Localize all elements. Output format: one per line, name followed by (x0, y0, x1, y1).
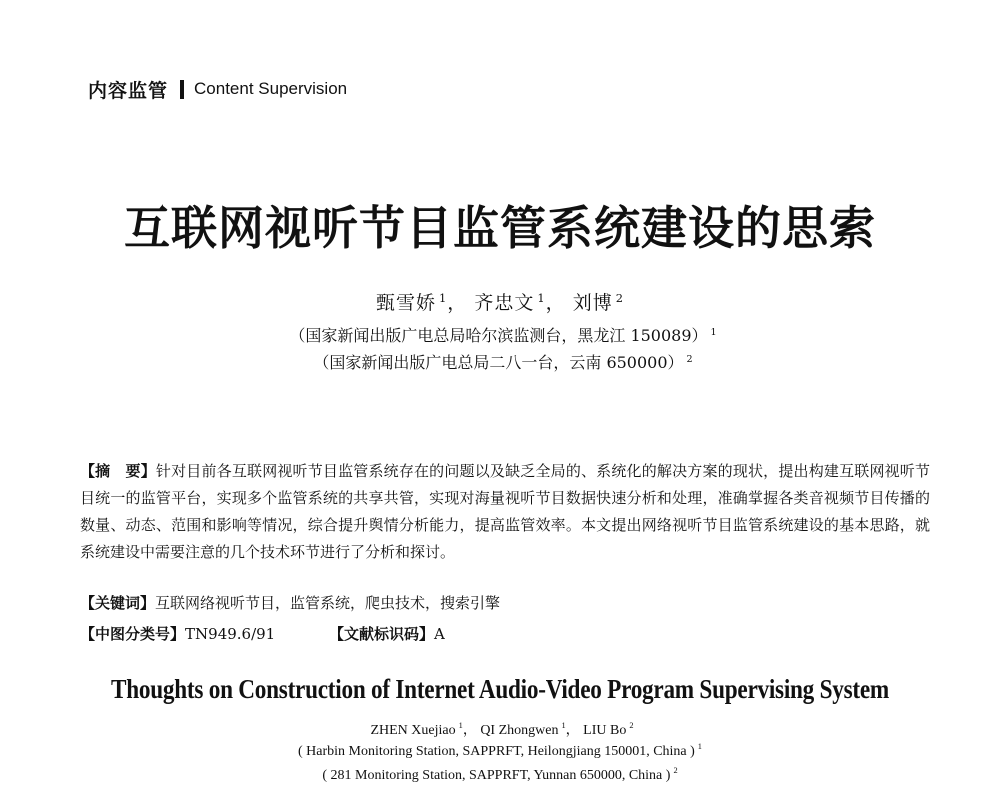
paper-title-cn: 互联网视听节目监管系统建设的思索 (124, 201, 876, 255)
section-divider (180, 80, 184, 99)
author-separator: ， (565, 723, 580, 738)
affiliation-text-en: ( 281 Monitoring Station, SAPPRFT, Yunnan 650000, China ) (322, 768, 671, 783)
affiliation-text: （国家新闻出版广电总局二八一台，云南 650000） (313, 353, 684, 372)
author-separator: ， (545, 292, 566, 314)
affiliation-en-1 (0, 744, 1000, 760)
author-affiliation-mark: 1 (439, 290, 448, 305)
author-name-en: QI Zhongwen (480, 723, 559, 738)
keywords-label: 【关键词】 (80, 594, 156, 612)
author-affiliation-mark: 2 (615, 290, 624, 305)
abstract-text: 针对目前各互联网视听节目监管系统存在的问题以及缺乏全局的、系统化的解决方案的现状，提出构建互联网视听节目统一的监管平台，实现多个监管系统的共享共管，实现对海量视听节目数据快速分析和处理，准确掌握各类音视频节目传播的数量、动态、范围和影响等情况，综合提升舆情分析能力，提高监管效率。本文提出网络视听节目监管系统建设的基本思路，就系统建设中需要注意的几个技术环节进行了分析和探讨。 (80, 462, 930, 561)
author-affiliation-mark: 1 (458, 721, 463, 731)
keywords (80, 592, 500, 613)
paper-title-en: Thoughts on Construction of Internet Audio-Video Program Supervising System (111, 674, 889, 704)
author-affiliation-mark: 1 (537, 290, 546, 305)
section-header (88, 77, 347, 101)
document-code (329, 623, 445, 644)
affiliation-cn-1 (0, 323, 1000, 346)
clc-value: TN949.6/91 (185, 625, 276, 643)
section-label-en: Content Supervision (194, 79, 348, 98)
affiliation-mark: 2 (673, 766, 678, 776)
author-separator: ， (462, 723, 477, 738)
authors-en (0, 719, 1000, 739)
affiliation-cn-2 (0, 350, 1000, 373)
classification-row (80, 623, 930, 644)
section-label-cn: 内容监管 (88, 79, 169, 102)
authors-cn (0, 288, 1000, 315)
abstract (80, 458, 930, 566)
author-affiliation-mark: 2 (629, 721, 634, 731)
author-name: 齐忠文 (474, 292, 535, 314)
keywords-text: 互联网络视听节目，监管系统，爬虫技术，搜索引擎 (155, 594, 501, 612)
affiliation-text: （国家新闻出版广电总局哈尔滨监测台，黑龙江 150089） (289, 326, 708, 345)
doc-code-value: A (434, 625, 445, 643)
author-affiliation-mark: 1 (561, 721, 566, 731)
author-name: 刘博 (572, 292, 613, 314)
affiliation-mark: 1 (710, 326, 717, 338)
author-name-en: ZHEN Xuejiao (370, 723, 456, 738)
affiliation-mark: 1 (697, 742, 702, 752)
author-name: 甄雪娇 (376, 292, 437, 314)
affiliation-mark: 2 (686, 353, 693, 365)
abstract-label: 【摘 要】 (80, 462, 156, 480)
author-name-en: LIU Bo (583, 723, 627, 738)
affiliation-en-2 (0, 768, 1000, 784)
author-separator: ， (447, 292, 468, 314)
clc-label: 【中图分类号】 (80, 625, 186, 643)
doc-code-label: 【文献标识码】 (329, 625, 435, 643)
affiliation-text-en: ( Harbin Monitoring Station, SAPPRFT, Heilongjiang 150001, China ) (298, 744, 695, 759)
